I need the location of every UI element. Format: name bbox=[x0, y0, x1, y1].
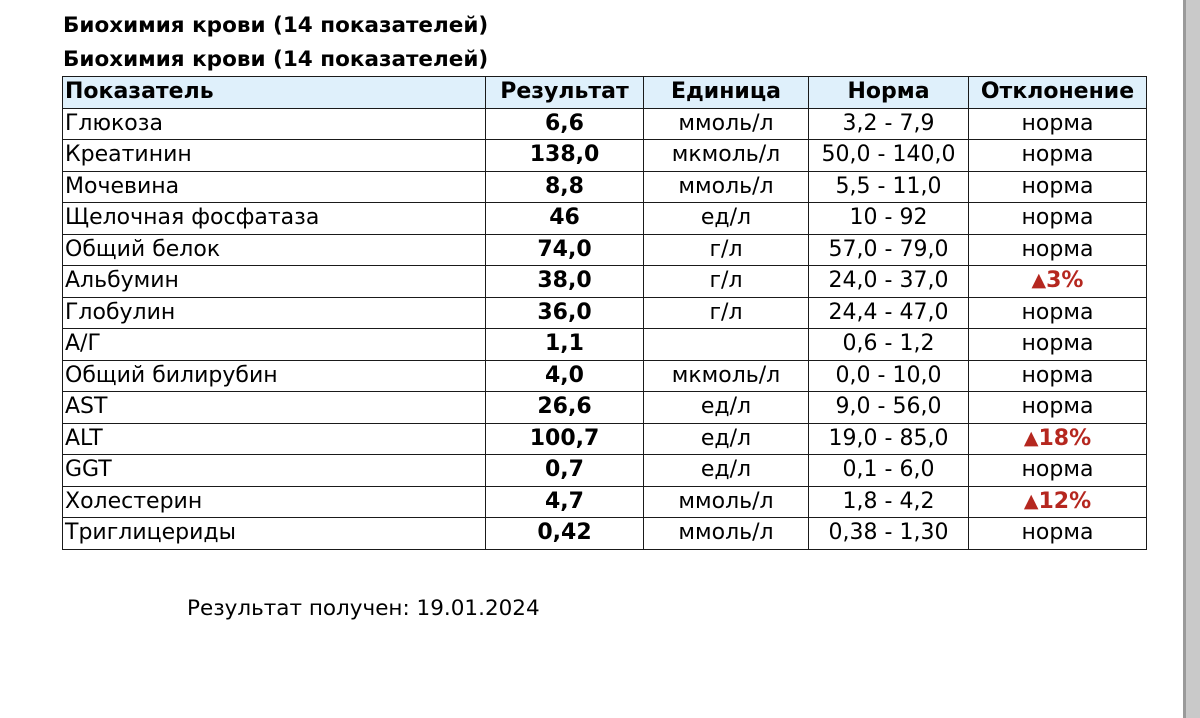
table-row bbox=[63, 329, 1147, 361]
table-row bbox=[63, 518, 1147, 550]
norm-range: 5,5 - 11,0 bbox=[809, 171, 969, 203]
up-arrow-icon: ▲ bbox=[1023, 489, 1039, 512]
unit-value bbox=[644, 329, 809, 361]
unit-value: г/л bbox=[644, 297, 809, 329]
unit-value: ммоль/л bbox=[644, 518, 809, 550]
header-unit: Единица bbox=[644, 77, 809, 109]
indicator-name: Глобулин bbox=[63, 297, 486, 329]
deviation-cell bbox=[969, 486, 1147, 518]
table-row bbox=[63, 140, 1147, 172]
deviation-cell: норма bbox=[969, 329, 1147, 361]
deviation-value: 12% bbox=[1038, 488, 1092, 514]
unit-value: ммоль/л bbox=[644, 108, 809, 140]
result-value: 6,6 bbox=[486, 108, 644, 140]
result-value: 4,7 bbox=[486, 486, 644, 518]
deviation-cell: норма bbox=[969, 455, 1147, 487]
header-indicator: Показатель bbox=[63, 77, 486, 109]
unit-value: мкмоль/л bbox=[644, 140, 809, 172]
table-row bbox=[63, 234, 1147, 266]
indicator-name: Общий белок bbox=[63, 234, 486, 266]
norm-range: 24,0 - 37,0 bbox=[809, 266, 969, 298]
indicator-name: GGT bbox=[63, 455, 486, 487]
result-value: 38,0 bbox=[486, 266, 644, 298]
indicator-name: Альбумин bbox=[63, 266, 486, 298]
unit-value: ед/л bbox=[644, 203, 809, 235]
result-value: 26,6 bbox=[486, 392, 644, 424]
indicator-name: Мочевина bbox=[63, 171, 486, 203]
deviation-value: 3% bbox=[1046, 268, 1084, 294]
indicator-name: ALT bbox=[63, 423, 486, 455]
page-edge-strip bbox=[1183, 0, 1200, 718]
indicator-name: Глюкоза bbox=[63, 108, 486, 140]
indicator-name: А/Г bbox=[63, 329, 486, 361]
deviation-value: 18% bbox=[1038, 425, 1092, 451]
result-value: 36,0 bbox=[486, 297, 644, 329]
table-header-row bbox=[63, 77, 1147, 109]
norm-range: 0,38 - 1,30 bbox=[809, 518, 969, 550]
result-value: 0,7 bbox=[486, 455, 644, 487]
deviation-cell: норма bbox=[969, 392, 1147, 424]
result-value: 46 bbox=[486, 203, 644, 235]
norm-range: 0,1 - 6,0 bbox=[809, 455, 969, 487]
norm-range: 19,0 - 85,0 bbox=[809, 423, 969, 455]
indicator-name: Триглицериды bbox=[63, 518, 486, 550]
deviation-cell: норма bbox=[969, 203, 1147, 235]
table-row bbox=[63, 486, 1147, 518]
table-row bbox=[63, 360, 1147, 392]
norm-range: 9,0 - 56,0 bbox=[809, 392, 969, 424]
unit-value: ммоль/л bbox=[644, 171, 809, 203]
indicator-name: AST bbox=[63, 392, 486, 424]
results-table bbox=[62, 76, 1147, 550]
unit-value: ед/л bbox=[644, 455, 809, 487]
deviation-cell: норма bbox=[969, 518, 1147, 550]
deviation-cell: норма bbox=[969, 234, 1147, 266]
table-row bbox=[63, 203, 1147, 235]
unit-value: ед/л bbox=[644, 423, 809, 455]
result-value: 138,0 bbox=[486, 140, 644, 172]
deviation-cell: норма bbox=[969, 171, 1147, 203]
result-value: 100,7 bbox=[486, 423, 644, 455]
unit-value: ед/л bbox=[644, 392, 809, 424]
indicator-name: Креатинин bbox=[63, 140, 486, 172]
table-row bbox=[63, 423, 1147, 455]
up-arrow-icon: ▲ bbox=[1023, 426, 1039, 449]
table-row bbox=[63, 266, 1147, 298]
indicator-name: Общий билирубин bbox=[63, 360, 486, 392]
table-row bbox=[63, 171, 1147, 203]
indicator-name: Холестерин bbox=[63, 486, 486, 518]
norm-range: 10 - 92 bbox=[809, 203, 969, 235]
indicator-name: Щелочная фосфатаза bbox=[63, 203, 486, 235]
header-result: Результат bbox=[486, 77, 644, 109]
norm-range: 57,0 - 79,0 bbox=[809, 234, 969, 266]
deviation-cell: норма bbox=[969, 360, 1147, 392]
table-row bbox=[63, 392, 1147, 424]
deviation-cell bbox=[969, 266, 1147, 298]
table-row bbox=[63, 455, 1147, 487]
deviation-cell bbox=[969, 423, 1147, 455]
unit-value: ммоль/л bbox=[644, 486, 809, 518]
result-value: 0,42 bbox=[486, 518, 644, 550]
deviation-cell: норма bbox=[969, 297, 1147, 329]
norm-range: 0,6 - 1,2 bbox=[809, 329, 969, 361]
deviation-cell: норма bbox=[969, 140, 1147, 172]
header-norm: Норма bbox=[809, 77, 969, 109]
norm-range: 3,2 - 7,9 bbox=[809, 108, 969, 140]
table-body bbox=[63, 108, 1147, 549]
unit-value: мкмоль/л bbox=[644, 360, 809, 392]
result-date: Результат получен: 19.01.2024 bbox=[187, 596, 540, 621]
document-subtitle: Биохимия крови (14 показателей) bbox=[63, 47, 489, 72]
deviation-cell: норма bbox=[969, 108, 1147, 140]
up-arrow-icon: ▲ bbox=[1031, 269, 1047, 292]
result-value: 4,0 bbox=[486, 360, 644, 392]
result-value: 8,8 bbox=[486, 171, 644, 203]
norm-range: 0,0 - 10,0 bbox=[809, 360, 969, 392]
norm-range: 50,0 - 140,0 bbox=[809, 140, 969, 172]
table-row bbox=[63, 297, 1147, 329]
result-value: 1,1 bbox=[486, 329, 644, 361]
table-row bbox=[63, 108, 1147, 140]
result-value: 74,0 bbox=[486, 234, 644, 266]
unit-value: г/л bbox=[644, 266, 809, 298]
norm-range: 24,4 - 47,0 bbox=[809, 297, 969, 329]
document-title: Биохимия крови (14 показателей) bbox=[63, 13, 489, 38]
norm-range: 1,8 - 4,2 bbox=[809, 486, 969, 518]
unit-value: г/л bbox=[644, 234, 809, 266]
header-deviation: Отклонение bbox=[969, 77, 1147, 109]
